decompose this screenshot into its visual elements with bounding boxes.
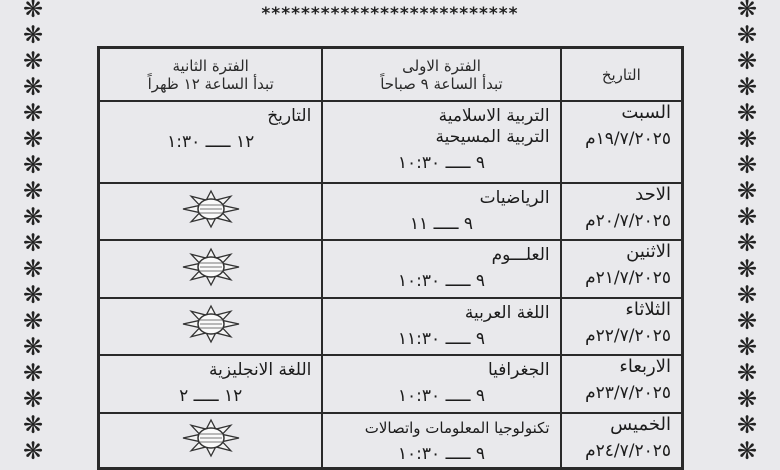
period-1-subject: الرياضيات bbox=[479, 187, 550, 208]
ornament-icon: ❋ bbox=[736, 0, 758, 23]
ornament-icon: ❋ bbox=[736, 151, 758, 179]
period-1-cell bbox=[322, 240, 560, 298]
table-row bbox=[99, 355, 683, 413]
ornament-icon: ❋ bbox=[22, 125, 44, 153]
exam-date: ٢٠/٧/٢٠٢٥م bbox=[585, 210, 671, 231]
table-header-row bbox=[99, 48, 683, 102]
exam-schedule-table bbox=[97, 46, 684, 470]
day-name: الاثنين bbox=[626, 241, 671, 263]
ornament-icon: ❋ bbox=[22, 385, 44, 413]
ornament-icon: ❋ bbox=[22, 255, 44, 283]
period-1-subject: التربية المسيحية bbox=[435, 127, 550, 148]
period-2-cell bbox=[99, 355, 323, 413]
exam-date: ٢٤/٧/٢٠٢٥م bbox=[585, 440, 671, 461]
period-1-subject: الجغرافيا bbox=[487, 360, 550, 381]
ornament-icon: ❋ bbox=[22, 0, 44, 23]
left-ornament-border bbox=[18, 0, 48, 470]
period-1-cell bbox=[322, 355, 560, 413]
period-1-time: ٩ ـــــ ١٠:٣٠ bbox=[397, 153, 486, 174]
header-date bbox=[561, 48, 683, 102]
ornament-icon: ❋ bbox=[736, 307, 758, 335]
date-cell bbox=[561, 240, 683, 298]
period-1-cell bbox=[322, 101, 560, 182]
period-2-cell bbox=[99, 298, 323, 356]
period-2-cell bbox=[99, 183, 323, 241]
ornament-icon: ❋ bbox=[22, 47, 44, 75]
period-1-start: تبدأ الساعة ٩ صباحاً bbox=[380, 74, 503, 93]
sun-icon bbox=[181, 304, 241, 344]
period-2-cell bbox=[99, 413, 323, 469]
ornament-icon: ❋ bbox=[22, 359, 44, 387]
ornament-icon: ❋ bbox=[736, 47, 758, 75]
period-2-title: الفترة الثانية bbox=[172, 56, 249, 75]
period-2-cell bbox=[99, 240, 323, 298]
period-2-subject: التاريخ bbox=[267, 106, 312, 127]
period-1-time: ٩ ـــــ ١٠:٣٠ bbox=[397, 271, 486, 292]
ornament-icon: ❋ bbox=[22, 73, 44, 101]
ornament-icon: ❋ bbox=[736, 99, 758, 127]
ornament-icon: ❋ bbox=[22, 229, 44, 257]
exam-date: ٢١/٧/٢٠٢٥م bbox=[585, 268, 671, 289]
day-name: الاربعاء bbox=[619, 356, 671, 378]
ornament-icon: ❋ bbox=[22, 333, 44, 361]
header-period-1 bbox=[322, 48, 560, 102]
table-row bbox=[99, 183, 683, 241]
table-row bbox=[99, 101, 683, 182]
ornament-icon: ❋ bbox=[736, 229, 758, 257]
table-row bbox=[99, 413, 683, 469]
ornament-icon: ❋ bbox=[22, 177, 44, 205]
sun-icon bbox=[181, 247, 241, 287]
date-header-label: التاريخ bbox=[601, 65, 641, 84]
period-1-title: الفترة الاولى bbox=[402, 56, 481, 75]
date-cell bbox=[561, 183, 683, 241]
ornament-icon: ❋ bbox=[736, 333, 758, 361]
period-1-cell bbox=[322, 183, 560, 241]
period-1-subject: التربية الاسلامية bbox=[438, 106, 550, 127]
header-stars: ************************** bbox=[261, 4, 519, 24]
ornament-icon: ❋ bbox=[22, 281, 44, 309]
day-name: السبت bbox=[621, 102, 671, 124]
exam-date: ٢٣/٧/٢٠٢٥م bbox=[585, 383, 671, 404]
right-ornament-border bbox=[732, 0, 762, 470]
date-cell bbox=[561, 355, 683, 413]
period-1-subject: اللغة العربية bbox=[464, 302, 550, 323]
ornament-icon: ❋ bbox=[736, 255, 758, 283]
sun-icon bbox=[181, 189, 241, 229]
header-period-2 bbox=[99, 48, 323, 102]
ornament-icon: ❋ bbox=[736, 411, 758, 439]
ornament-icon: ❋ bbox=[736, 281, 758, 309]
ornament-icon: ❋ bbox=[736, 125, 758, 153]
period-2-subject: اللغة الانجليزية bbox=[208, 360, 312, 381]
period-2-time: ١٢ ـــــ ٢ bbox=[179, 386, 243, 407]
day-name: الثلاثاء bbox=[625, 298, 671, 320]
ornament-icon: ❋ bbox=[22, 151, 44, 179]
day-name: الاحد bbox=[635, 183, 671, 205]
ornament-icon: ❋ bbox=[736, 177, 758, 205]
table-row bbox=[99, 298, 683, 356]
ornament-icon: ❋ bbox=[22, 437, 44, 465]
ornament-icon: ❋ bbox=[22, 99, 44, 127]
ornament-icon: ❋ bbox=[736, 385, 758, 413]
ornament-icon: ❋ bbox=[22, 307, 44, 335]
period-1-time: ٩ ـــــ ١١:٣٠ bbox=[397, 328, 486, 349]
period-2-start: تبدأ الساعة ١٢ ظهراً bbox=[147, 74, 274, 93]
exam-date: ٢٢/٧/٢٠٢٥م bbox=[585, 325, 671, 346]
ornament-icon: ❋ bbox=[22, 203, 44, 231]
ornament-icon: ❋ bbox=[736, 203, 758, 231]
ornament-icon: ❋ bbox=[736, 359, 758, 387]
period-1-subject: العلـــوم bbox=[491, 245, 550, 266]
ornament-icon: ❋ bbox=[22, 21, 44, 49]
date-cell bbox=[561, 101, 683, 182]
exam-date: ١٩/٧/٢٠٢٥م bbox=[585, 129, 671, 150]
period-2-cell bbox=[99, 101, 323, 182]
period-2-time: ١٢ ـــــ ١:٣٠ bbox=[167, 132, 255, 153]
date-cell bbox=[561, 298, 683, 356]
date-cell bbox=[561, 413, 683, 469]
sun-icon bbox=[181, 418, 241, 458]
table-row bbox=[99, 240, 683, 298]
period-1-cell bbox=[322, 413, 560, 469]
period-1-time: ٩ ـــــ ١١ bbox=[409, 213, 474, 234]
period-1-time: ٩ ـــــ ١٠:٣٠ bbox=[397, 443, 486, 464]
day-name: الخميس bbox=[610, 413, 671, 435]
period-1-cell bbox=[322, 298, 560, 356]
period-1-time: ٩ ـــــ ١٠:٣٠ bbox=[397, 386, 486, 407]
ornament-icon: ❋ bbox=[736, 437, 758, 465]
period-1-subject: تكنولوجيا المعلومات واتصالات bbox=[364, 418, 550, 437]
ornament-icon: ❋ bbox=[22, 411, 44, 439]
ornament-icon: ❋ bbox=[736, 73, 758, 101]
ornament-icon: ❋ bbox=[736, 21, 758, 49]
